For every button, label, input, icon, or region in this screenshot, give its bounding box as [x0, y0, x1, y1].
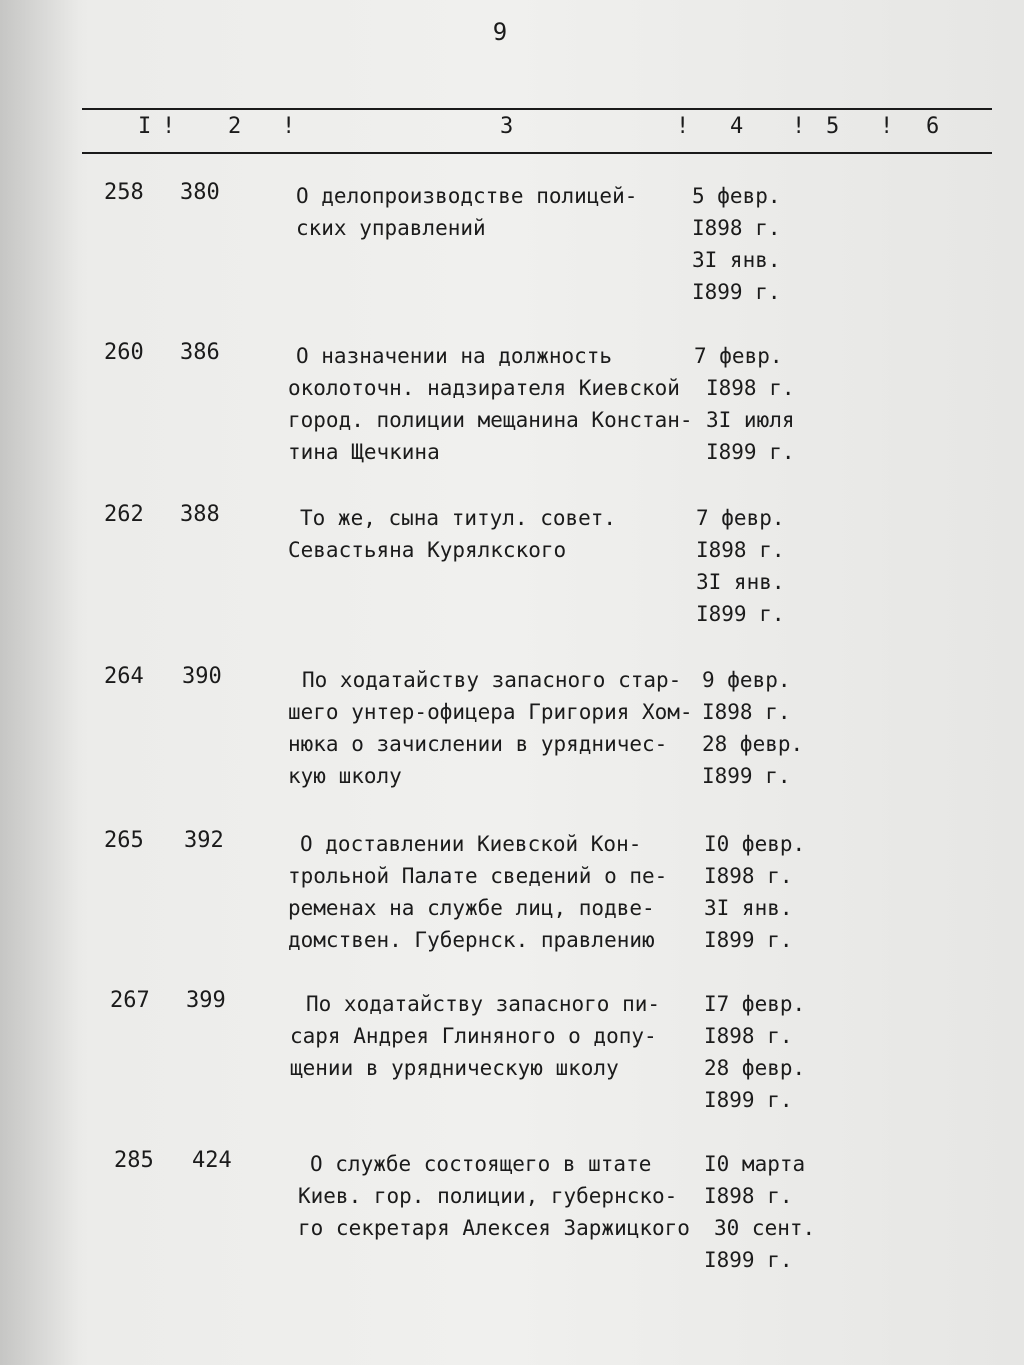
table-header-rule	[82, 152, 992, 154]
date-line: 9 февр.	[702, 668, 791, 692]
date-line: I898 г.	[696, 538, 785, 562]
row-dates	[704, 828, 844, 956]
header-col-6: 6	[926, 114, 940, 139]
row-case-number: 388	[180, 502, 220, 527]
date-line: I899 г.	[702, 764, 791, 788]
date-line: I7 февр.	[704, 992, 806, 1016]
row-description	[296, 180, 716, 244]
description-line: шего унтер-офицера Григория Хом-	[288, 700, 693, 724]
date-line: 3I янв.	[696, 570, 785, 594]
date-line: 28 февр.	[702, 732, 804, 756]
description-line: щении в урядническую школу	[290, 1056, 619, 1080]
date-line: I899 г.	[692, 280, 781, 304]
header-col-3: 3	[500, 114, 514, 139]
page-number: 9	[492, 18, 508, 46]
header-separator: !	[162, 114, 176, 139]
row-number: 265	[104, 828, 144, 853]
header-col-5: 5	[826, 114, 840, 139]
row-number: 262	[104, 502, 144, 527]
description-line: То же, сына титул. совет.	[300, 506, 617, 530]
description-line: ских управлений	[296, 216, 486, 240]
date-line: I898 г.	[702, 700, 791, 724]
row-dates	[692, 180, 832, 308]
header-separator: !	[282, 114, 296, 139]
description-line: околоточн. надзирателя Киевской	[288, 376, 680, 400]
row-number: 267	[110, 988, 150, 1013]
date-line: 28 февр.	[704, 1056, 806, 1080]
date-line: I0 февр.	[704, 832, 806, 856]
row-description	[288, 502, 720, 566]
description-line: нюка о зачислении в урядничес-	[288, 732, 668, 756]
date-line: I898 г.	[704, 1024, 793, 1048]
header-separator: !	[792, 114, 806, 139]
date-line: 3I июля	[706, 408, 795, 432]
description-line: Киев. гор. полиции, губернско-	[298, 1184, 678, 1208]
description-line: саря Андрея Глиняного о допу-	[290, 1024, 657, 1048]
row-case-number: 380	[180, 180, 220, 205]
date-line: I898 г.	[706, 376, 795, 400]
date-line: 7 февр.	[694, 344, 783, 368]
description-line: кую школу	[288, 764, 402, 788]
date-line: 30 сент.	[714, 1216, 816, 1240]
header-col-2: 2	[228, 114, 242, 139]
description-line: По ходатайству запасного стар-	[302, 668, 682, 692]
description-line: О делопроизводстве полицей-	[296, 184, 638, 208]
description-line: ременах на службе лиц, подве-	[288, 896, 655, 920]
description-line: О службе состоящего в штате	[310, 1152, 652, 1176]
description-line: Севастьяна Курялкского	[288, 538, 567, 562]
date-line: 7 февр.	[696, 506, 785, 530]
header-col-4: 4	[730, 114, 744, 139]
description-line: го секретаря Алексея Заржицкого	[298, 1216, 690, 1240]
row-description	[298, 1148, 710, 1244]
row-description	[288, 664, 702, 792]
header-col-1: I	[138, 114, 152, 139]
date-line: I0 марта	[704, 1152, 806, 1176]
date-line: I899 г.	[706, 440, 795, 464]
row-dates	[694, 340, 834, 468]
date-line: I899 г.	[696, 602, 785, 626]
row-dates	[704, 988, 844, 1116]
table-top-rule	[82, 108, 992, 110]
header-separator: !	[880, 114, 894, 139]
description-line: домствен. Губернск. правлению	[288, 928, 655, 952]
date-line: I899 г.	[704, 1088, 793, 1112]
date-line: I898 г.	[704, 864, 793, 888]
date-line: 3I янв.	[692, 248, 781, 272]
row-description	[288, 340, 716, 468]
row-number: 285	[114, 1148, 154, 1173]
row-number: 260	[104, 340, 144, 365]
page-binding-shadow	[0, 0, 80, 1365]
date-line: 3I янв.	[704, 896, 793, 920]
row-dates	[702, 664, 842, 792]
row-dates	[704, 1148, 844, 1276]
row-case-number: 390	[182, 664, 222, 689]
row-case-number: 386	[180, 340, 220, 365]
header-separator: !	[676, 114, 690, 139]
row-case-number: 392	[184, 828, 224, 853]
description-line: город. полиции мещанина Констан-	[288, 408, 693, 432]
date-line: I898 г.	[704, 1184, 793, 1208]
row-number: 264	[104, 664, 144, 689]
date-line: I898 г.	[692, 216, 781, 240]
row-case-number: 424	[192, 1148, 232, 1173]
description-line: О доставлении Киевской Кон-	[300, 832, 642, 856]
date-line: I899 г.	[704, 1248, 793, 1272]
row-number: 258	[104, 180, 144, 205]
description-line: тина Щечкина	[288, 440, 440, 464]
row-description	[290, 988, 696, 1084]
row-description	[288, 828, 700, 956]
date-line: I899 г.	[704, 928, 793, 952]
description-line: По ходатайству запасного пи-	[306, 992, 661, 1016]
row-case-number: 399	[186, 988, 226, 1013]
description-line: трольной Палате сведений о пе-	[288, 864, 668, 888]
description-line: О назначении на должность	[296, 344, 613, 368]
date-line: 5 февр.	[692, 184, 781, 208]
row-dates	[696, 502, 836, 630]
